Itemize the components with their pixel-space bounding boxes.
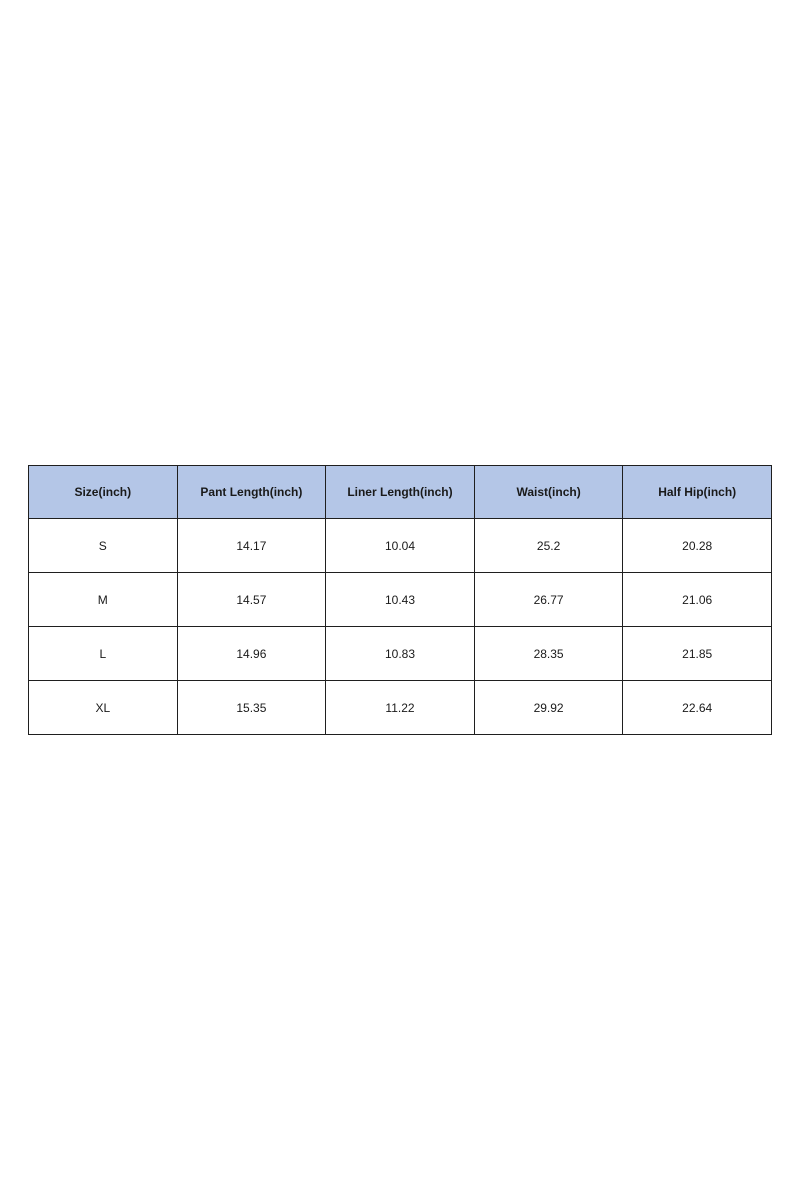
cell-size: S [29, 519, 178, 573]
cell-pant-length: 14.17 [177, 519, 326, 573]
size-chart-body [29, 519, 772, 735]
header-size: Size(inch) [29, 466, 178, 519]
cell-size: M [29, 573, 178, 627]
table-row [29, 573, 772, 627]
table-row [29, 627, 772, 681]
header-liner-length: Liner Length(inch) [326, 466, 475, 519]
cell-waist: 25.2 [474, 519, 623, 573]
table-row [29, 681, 772, 735]
size-chart-table [28, 465, 772, 735]
cell-half-hip: 21.85 [623, 627, 772, 681]
header-half-hip: Half Hip(inch) [623, 466, 772, 519]
cell-half-hip: 22.64 [623, 681, 772, 735]
cell-waist: 28.35 [474, 627, 623, 681]
cell-half-hip: 20.28 [623, 519, 772, 573]
header-waist: Waist(inch) [474, 466, 623, 519]
cell-waist: 29.92 [474, 681, 623, 735]
header-row [29, 466, 772, 519]
size-chart-header [29, 466, 772, 519]
cell-liner-length: 11.22 [326, 681, 475, 735]
cell-size: L [29, 627, 178, 681]
cell-half-hip: 21.06 [623, 573, 772, 627]
cell-pant-length: 15.35 [177, 681, 326, 735]
cell-liner-length: 10.04 [326, 519, 475, 573]
cell-liner-length: 10.43 [326, 573, 475, 627]
cell-liner-length: 10.83 [326, 627, 475, 681]
cell-waist: 26.77 [474, 573, 623, 627]
cell-size: XL [29, 681, 178, 735]
table-row [29, 519, 772, 573]
cell-pant-length: 14.96 [177, 627, 326, 681]
header-pant-length: Pant Length(inch) [177, 466, 326, 519]
cell-pant-length: 14.57 [177, 573, 326, 627]
